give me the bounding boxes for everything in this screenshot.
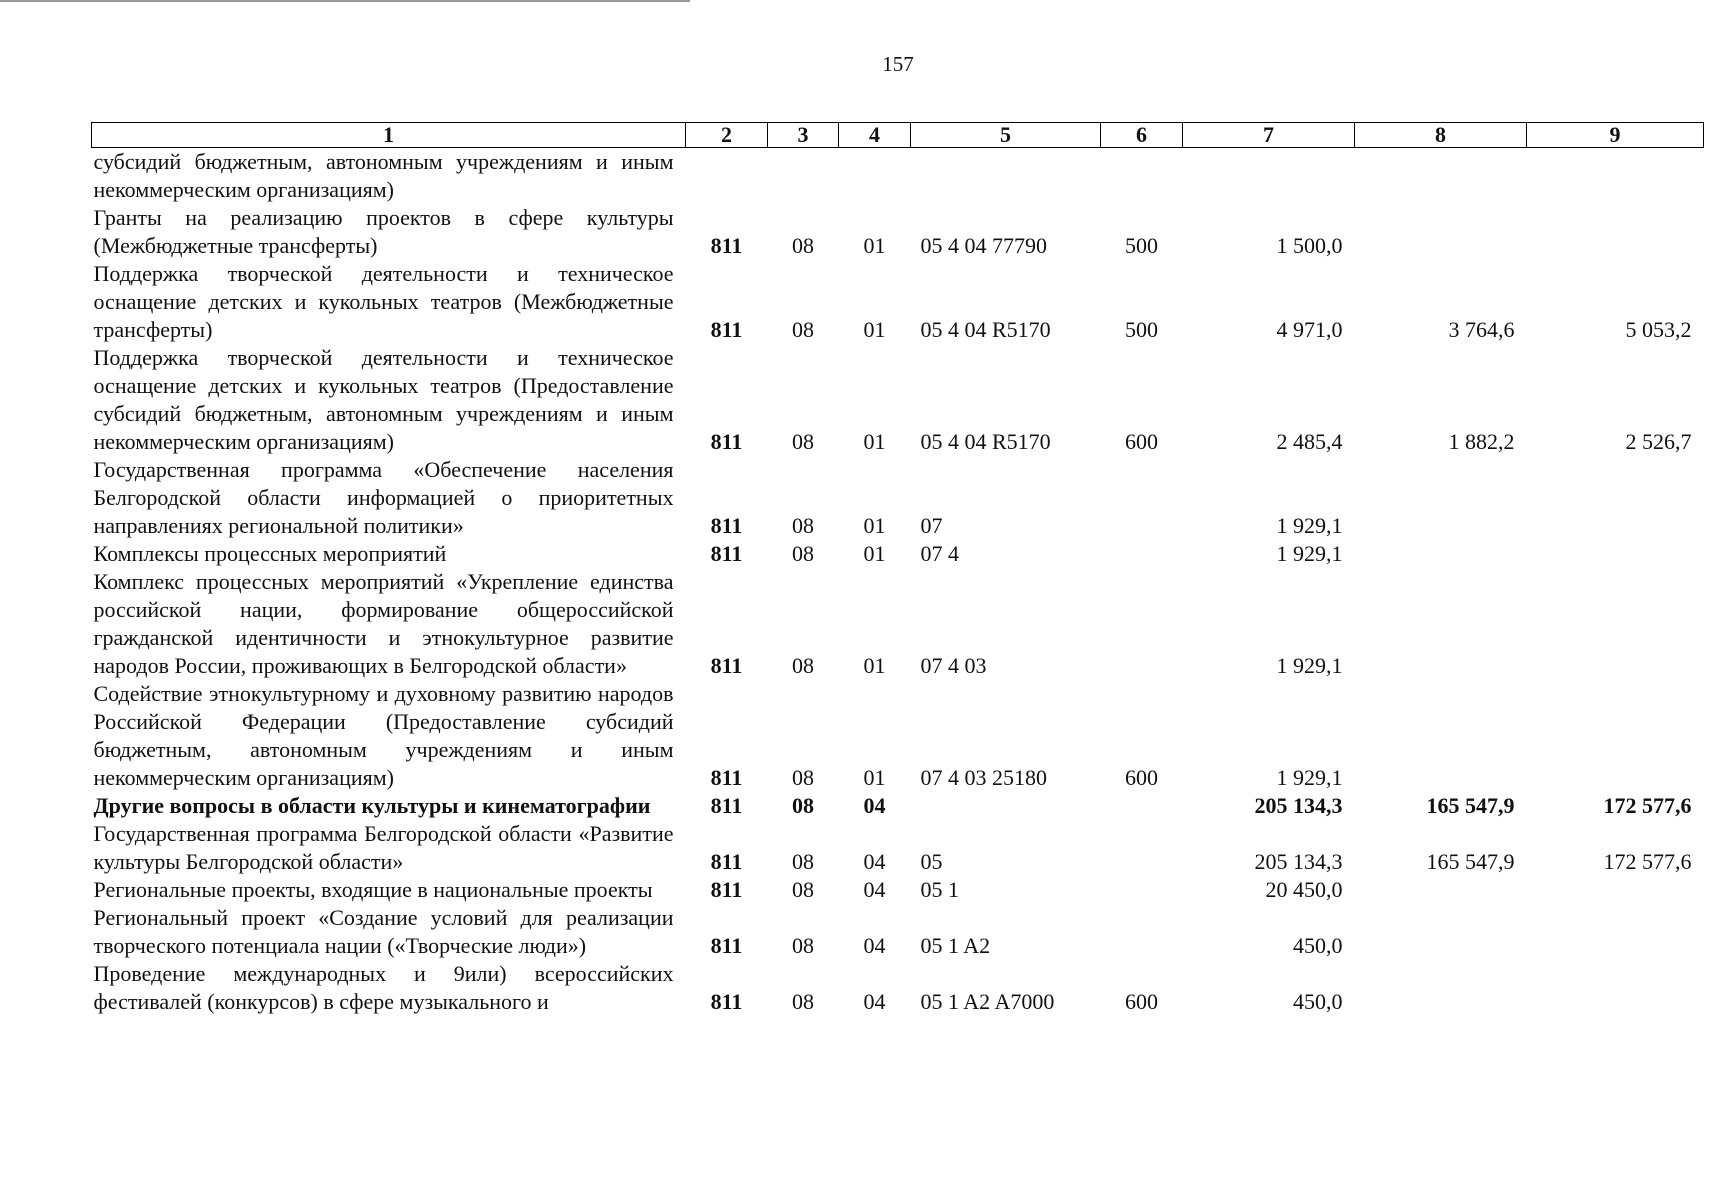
section-code	[768, 148, 839, 205]
expense-type-code: 600	[1125, 429, 1158, 454]
amount-year-2	[1355, 876, 1527, 904]
row-name: Региональный проект «Создание условий для реализации творческого потенциала нации («Творческие люди»)	[93, 905, 674, 958]
section-code: 08	[792, 233, 814, 258]
row-name: Комплексы процессных мероприятий	[93, 541, 447, 566]
scan-edge-line	[0, 0, 690, 2]
subsection-code: 01	[863, 765, 886, 790]
row-name: Государственная программа Белгородской области «Развитие культуры Белгородской области»	[93, 821, 674, 874]
section-code: 08	[792, 541, 814, 566]
subsection-code: 04	[863, 989, 886, 1014]
amount-year-1: 2 485,4	[1276, 429, 1343, 454]
target-article-code: 05 1 A2 A7000	[920, 989, 1055, 1014]
expense-type-code	[1101, 876, 1183, 904]
section-code: 08	[792, 933, 814, 958]
amount-year-1: 450,0	[1293, 989, 1343, 1014]
section-code: 08	[792, 317, 814, 342]
column-header: 6	[1101, 123, 1183, 148]
column-header: 2	[686, 123, 768, 148]
amount-year-1: 1 929,1	[1276, 765, 1343, 790]
section-code: 08	[792, 513, 814, 538]
amount-year-2	[1355, 456, 1527, 540]
amount-year-1: 205 134,3	[1254, 793, 1343, 818]
target-article-code: 07 4 03 25180	[920, 765, 1047, 790]
amount-year-2: 3 764,6	[1448, 317, 1515, 342]
row-name: Содействие этнокультурному и духовному развитию народов Российской Федерации (Предоставление субсидий бюджетным, автономным учреждениям и иным некоммерческим организациям)	[93, 681, 674, 790]
subsection-code: 01	[863, 653, 886, 678]
table-row	[92, 876, 1704, 904]
target-article-code: 05 4 04 R5170	[920, 317, 1051, 342]
table-row	[92, 344, 1704, 456]
amount-year-1: 1 929,1	[1276, 653, 1343, 678]
subsection-code: 01	[863, 429, 886, 454]
ministry-code: 811	[710, 877, 743, 902]
page-number: 157	[882, 52, 914, 76]
target-article-code	[911, 148, 1101, 205]
target-article-code: 07 4	[920, 541, 959, 566]
amount-year-1: 1 929,1	[1276, 541, 1343, 566]
amount-year-2	[1355, 540, 1527, 568]
section-code: 08	[792, 849, 814, 874]
ministry-code: 811	[710, 989, 743, 1014]
expense-type-code	[1101, 792, 1183, 820]
subsection-code: 01	[863, 541, 886, 566]
table-row	[92, 820, 1704, 876]
target-article-code: 05 1 A2	[920, 933, 991, 958]
column-header: 9	[1527, 123, 1704, 148]
amount-year-2	[1355, 904, 1527, 960]
table-row	[92, 540, 1704, 568]
table-row	[92, 680, 1704, 792]
table-row	[92, 148, 1704, 205]
subsection-code	[839, 148, 911, 205]
ministry-code: 811	[710, 429, 743, 454]
amount-year-3	[1527, 148, 1704, 205]
column-header: 7	[1183, 123, 1355, 148]
row-name: Проведение международных и 9или) всероссийских фестивалей (конкурсов) в сфере музыкального и	[93, 961, 674, 1014]
expense-type-code	[1101, 456, 1183, 540]
row-name: Поддержка творческой деятельности и техническое оснащение детских и кукольных театров (Предоставление субсидий бюджетным, автономным учреждениям и иным некоммерческим организациям)	[93, 345, 674, 454]
target-article-code: 05 4 04 R5170	[920, 429, 1051, 454]
subsection-code: 01	[863, 513, 886, 538]
amount-year-2	[1355, 148, 1527, 205]
column-header: 3	[768, 123, 839, 148]
amount-year-1: 20 450,0	[1265, 877, 1343, 902]
column-header: 4	[839, 123, 911, 148]
target-article-code: 07 4 03	[920, 653, 987, 678]
expense-type-code	[1101, 904, 1183, 960]
subsection-code: 04	[863, 849, 886, 874]
row-name: Комплекс процессных мероприятий «Укрепление единства российской нации, формирование общероссийской гражданской идентичности и этнокультурное развитие народов России, проживающих в Белгородской области»	[93, 569, 674, 678]
column-header: 1	[92, 123, 686, 148]
ministry-code: 811	[710, 849, 743, 874]
amount-year-1: 1 929,1	[1276, 513, 1343, 538]
row-name: субсидий бюджетным, автономным учреждениям и иным некоммерческим организациям)	[93, 149, 674, 202]
amount-year-3	[1527, 876, 1704, 904]
ministry-code: 811	[710, 653, 743, 678]
amount-year-2: 1 882,2	[1448, 429, 1515, 454]
amount-year-3	[1527, 568, 1704, 680]
amount-year-3: 172 577,6	[1603, 849, 1692, 874]
expense-type-code: 600	[1125, 765, 1158, 790]
column-header: 5	[911, 123, 1101, 148]
amount-year-3: 5 053,2	[1625, 317, 1692, 342]
table-row	[92, 568, 1704, 680]
ministry-code: 811	[710, 233, 743, 258]
amount-year-3	[1527, 540, 1704, 568]
row-name: Региональные проекты, входящие в национальные проекты	[93, 877, 653, 902]
subsection-code: 01	[863, 233, 886, 258]
target-article-code	[911, 792, 1101, 820]
amount-year-2: 165 547,9	[1426, 793, 1515, 818]
amount-year-3	[1527, 960, 1704, 1016]
table-row	[92, 960, 1704, 1016]
section-code: 08	[792, 653, 814, 678]
column-header: 8	[1355, 123, 1527, 148]
ministry-code: 811	[710, 765, 743, 790]
section-code: 08	[792, 793, 814, 818]
expense-type-code	[1101, 568, 1183, 680]
amount-year-3	[1527, 204, 1704, 260]
expense-type-code: 600	[1125, 989, 1158, 1014]
column-number-header	[92, 123, 1704, 148]
section-code: 08	[792, 429, 814, 454]
amount-year-2	[1355, 680, 1527, 792]
row-name: Другие вопросы в области культуры и кинематографии	[93, 793, 651, 818]
amount-year-3: 172 577,6	[1603, 793, 1692, 818]
ministry-code: 811	[710, 541, 743, 566]
amount-year-1	[1183, 148, 1355, 205]
amount-year-2: 165 547,9	[1426, 849, 1515, 874]
amount-year-3	[1527, 456, 1704, 540]
target-article-code: 05 4 04 77790	[920, 233, 1047, 258]
expense-type-code	[1101, 540, 1183, 568]
table-row	[92, 204, 1704, 260]
amount-year-1: 205 134,3	[1254, 849, 1343, 874]
ministry-code: 811	[710, 513, 743, 538]
row-name: Гранты на реализацию проектов в сфере культуры (Межбюджетные трансферты)	[93, 205, 674, 258]
amount-year-3: 2 526,7	[1625, 429, 1692, 454]
table-body	[92, 148, 1704, 1017]
amount-year-3	[1527, 680, 1704, 792]
expense-type-code	[1101, 820, 1183, 876]
expense-type-code: 500	[1125, 317, 1158, 342]
row-name: Государственная программа «Обеспечение населения Белгородской области информацией о приоритетных направлениях региональной политики»	[93, 457, 674, 538]
section-code: 08	[792, 989, 814, 1014]
amount-year-1: 450,0	[1293, 933, 1343, 958]
amount-year-3	[1527, 904, 1704, 960]
section-code: 08	[792, 877, 814, 902]
ministry-code: 811	[710, 793, 743, 818]
budget-table	[91, 122, 1704, 1016]
subsection-code: 04	[863, 793, 886, 818]
subsection-code: 04	[863, 877, 886, 902]
target-article-code: 07	[920, 513, 943, 538]
table-row	[92, 904, 1704, 960]
amount-year-1: 4 971,0	[1276, 317, 1343, 342]
subsection-code: 04	[863, 933, 886, 958]
target-article-code: 05 1	[920, 877, 959, 902]
ministry-code: 811	[710, 317, 743, 342]
row-name: Поддержка творческой деятельности и техническое оснащение детских и кукольных театров (Межбюджетные трансферты)	[93, 261, 674, 342]
amount-year-2	[1355, 568, 1527, 680]
target-article-code: 05	[920, 849, 943, 874]
ministry-code: 811	[710, 933, 743, 958]
expense-type-code	[1101, 148, 1183, 205]
ministry-code	[686, 148, 768, 205]
subsection-code: 01	[863, 317, 886, 342]
table-row	[92, 260, 1704, 344]
table-row	[92, 792, 1704, 820]
amount-year-2	[1355, 960, 1527, 1016]
amount-year-1: 1 500,0	[1276, 233, 1343, 258]
section-code: 08	[792, 765, 814, 790]
expense-type-code: 500	[1125, 233, 1158, 258]
amount-year-2	[1355, 204, 1527, 260]
table-row	[92, 456, 1704, 540]
